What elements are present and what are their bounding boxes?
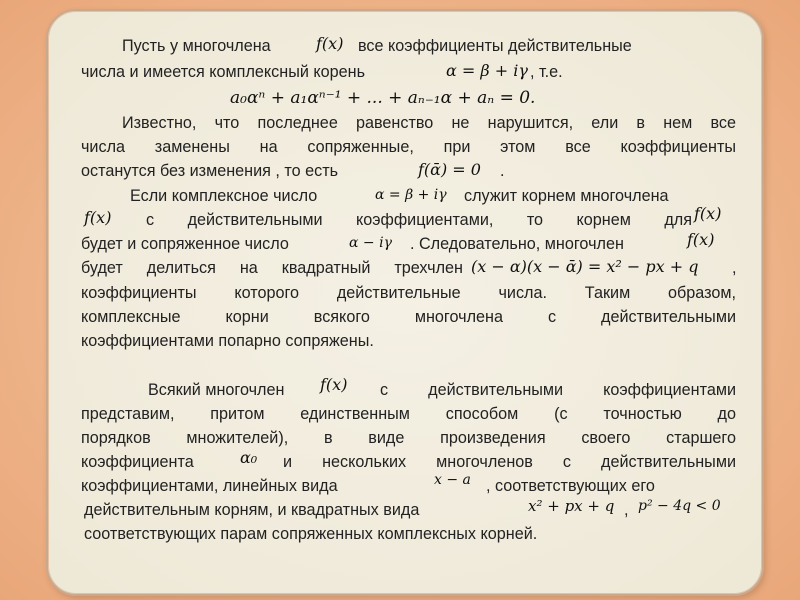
formula-polynomial-equation: a₀αⁿ + a₁αⁿ⁻¹ + ... + aₙ₋₁α + aₙ = 0. — [230, 88, 536, 108]
text-line: . — [500, 162, 505, 180]
formula-trinomial: (x − α)(x − ᾱ) = x² − px + q — [471, 257, 699, 276]
formula-linear: x − a — [434, 472, 471, 488]
text-line: , соответствующих его — [486, 477, 655, 495]
text-line: порядков множителей), в виде произведения своего старшего — [81, 429, 736, 447]
text-line: служит корнем многочлена — [464, 187, 669, 205]
text-line: Если комплексное число — [130, 187, 318, 205]
text-line: останутся без изменения , то есть — [81, 162, 339, 180]
formula-alpha-conj: α − iγ — [349, 235, 392, 251]
text-line: , — [624, 501, 629, 519]
formula-discriminant: p² − 4q < 0 — [638, 498, 721, 514]
text-line: коэффициентами, линейных вида — [81, 477, 338, 495]
text-line: , — [732, 259, 737, 277]
text-line: Известно, что последнее равенство не нарушится, ели в нем все — [122, 114, 736, 132]
formula-quadratic: x² + px + q — [528, 497, 615, 515]
text-line: с действительными коэффициентами — [380, 381, 736, 399]
formula-f-x: f(x) — [694, 204, 722, 223]
text-line: действительным корням, и квадратных вида — [84, 501, 420, 519]
text-line: представим, притом единственным способом (с точностью до — [81, 405, 736, 423]
formula-alpha-zero: α₀ — [240, 448, 258, 467]
formula-f-x: f(x) — [320, 375, 348, 394]
text-line: коэффициента — [81, 453, 194, 471]
formula-f-alpha: f(ᾱ) = 0 — [418, 160, 481, 179]
text-line: и нескольких многочленов с действительными — [283, 453, 736, 471]
text-line: числа и имеется комплексный корень — [81, 63, 366, 81]
text-line: соответствующих парам сопряженных комплексных корней. — [84, 525, 538, 543]
formula-alpha: α = β + iγ — [375, 187, 447, 203]
text-line: будет и сопряженное число — [81, 235, 289, 253]
text-line: , т.е. — [530, 63, 563, 81]
text-line: числа заменены на сопряженные, при этом все коэффициенты — [81, 138, 736, 156]
formula-f-x: f(x) — [316, 34, 344, 53]
formula-f-x: f(x) — [84, 208, 112, 227]
text-line: Пусть у многочлена — [122, 37, 271, 55]
text-line: все коэффициенты действительные — [358, 37, 632, 55]
text-line: . Следовательно, многочлен — [410, 235, 624, 253]
text-line: коэффициенты которого действительные числа. Таким образом, — [81, 284, 736, 302]
text-line: Всякий многочлен — [148, 381, 285, 399]
formula-alpha: α = β + iγ — [446, 61, 528, 80]
text-line: будет делиться на квадратный трехчлен — [81, 259, 463, 277]
text-line: комплексные корни всякого многочлена с действительными — [81, 308, 736, 326]
formula-f-x: f(x) — [687, 230, 715, 249]
text-line: с действительными коэффициентами, то корнем для — [146, 211, 692, 229]
text-line: коэффициентами попарно сопряжены. — [81, 332, 374, 350]
